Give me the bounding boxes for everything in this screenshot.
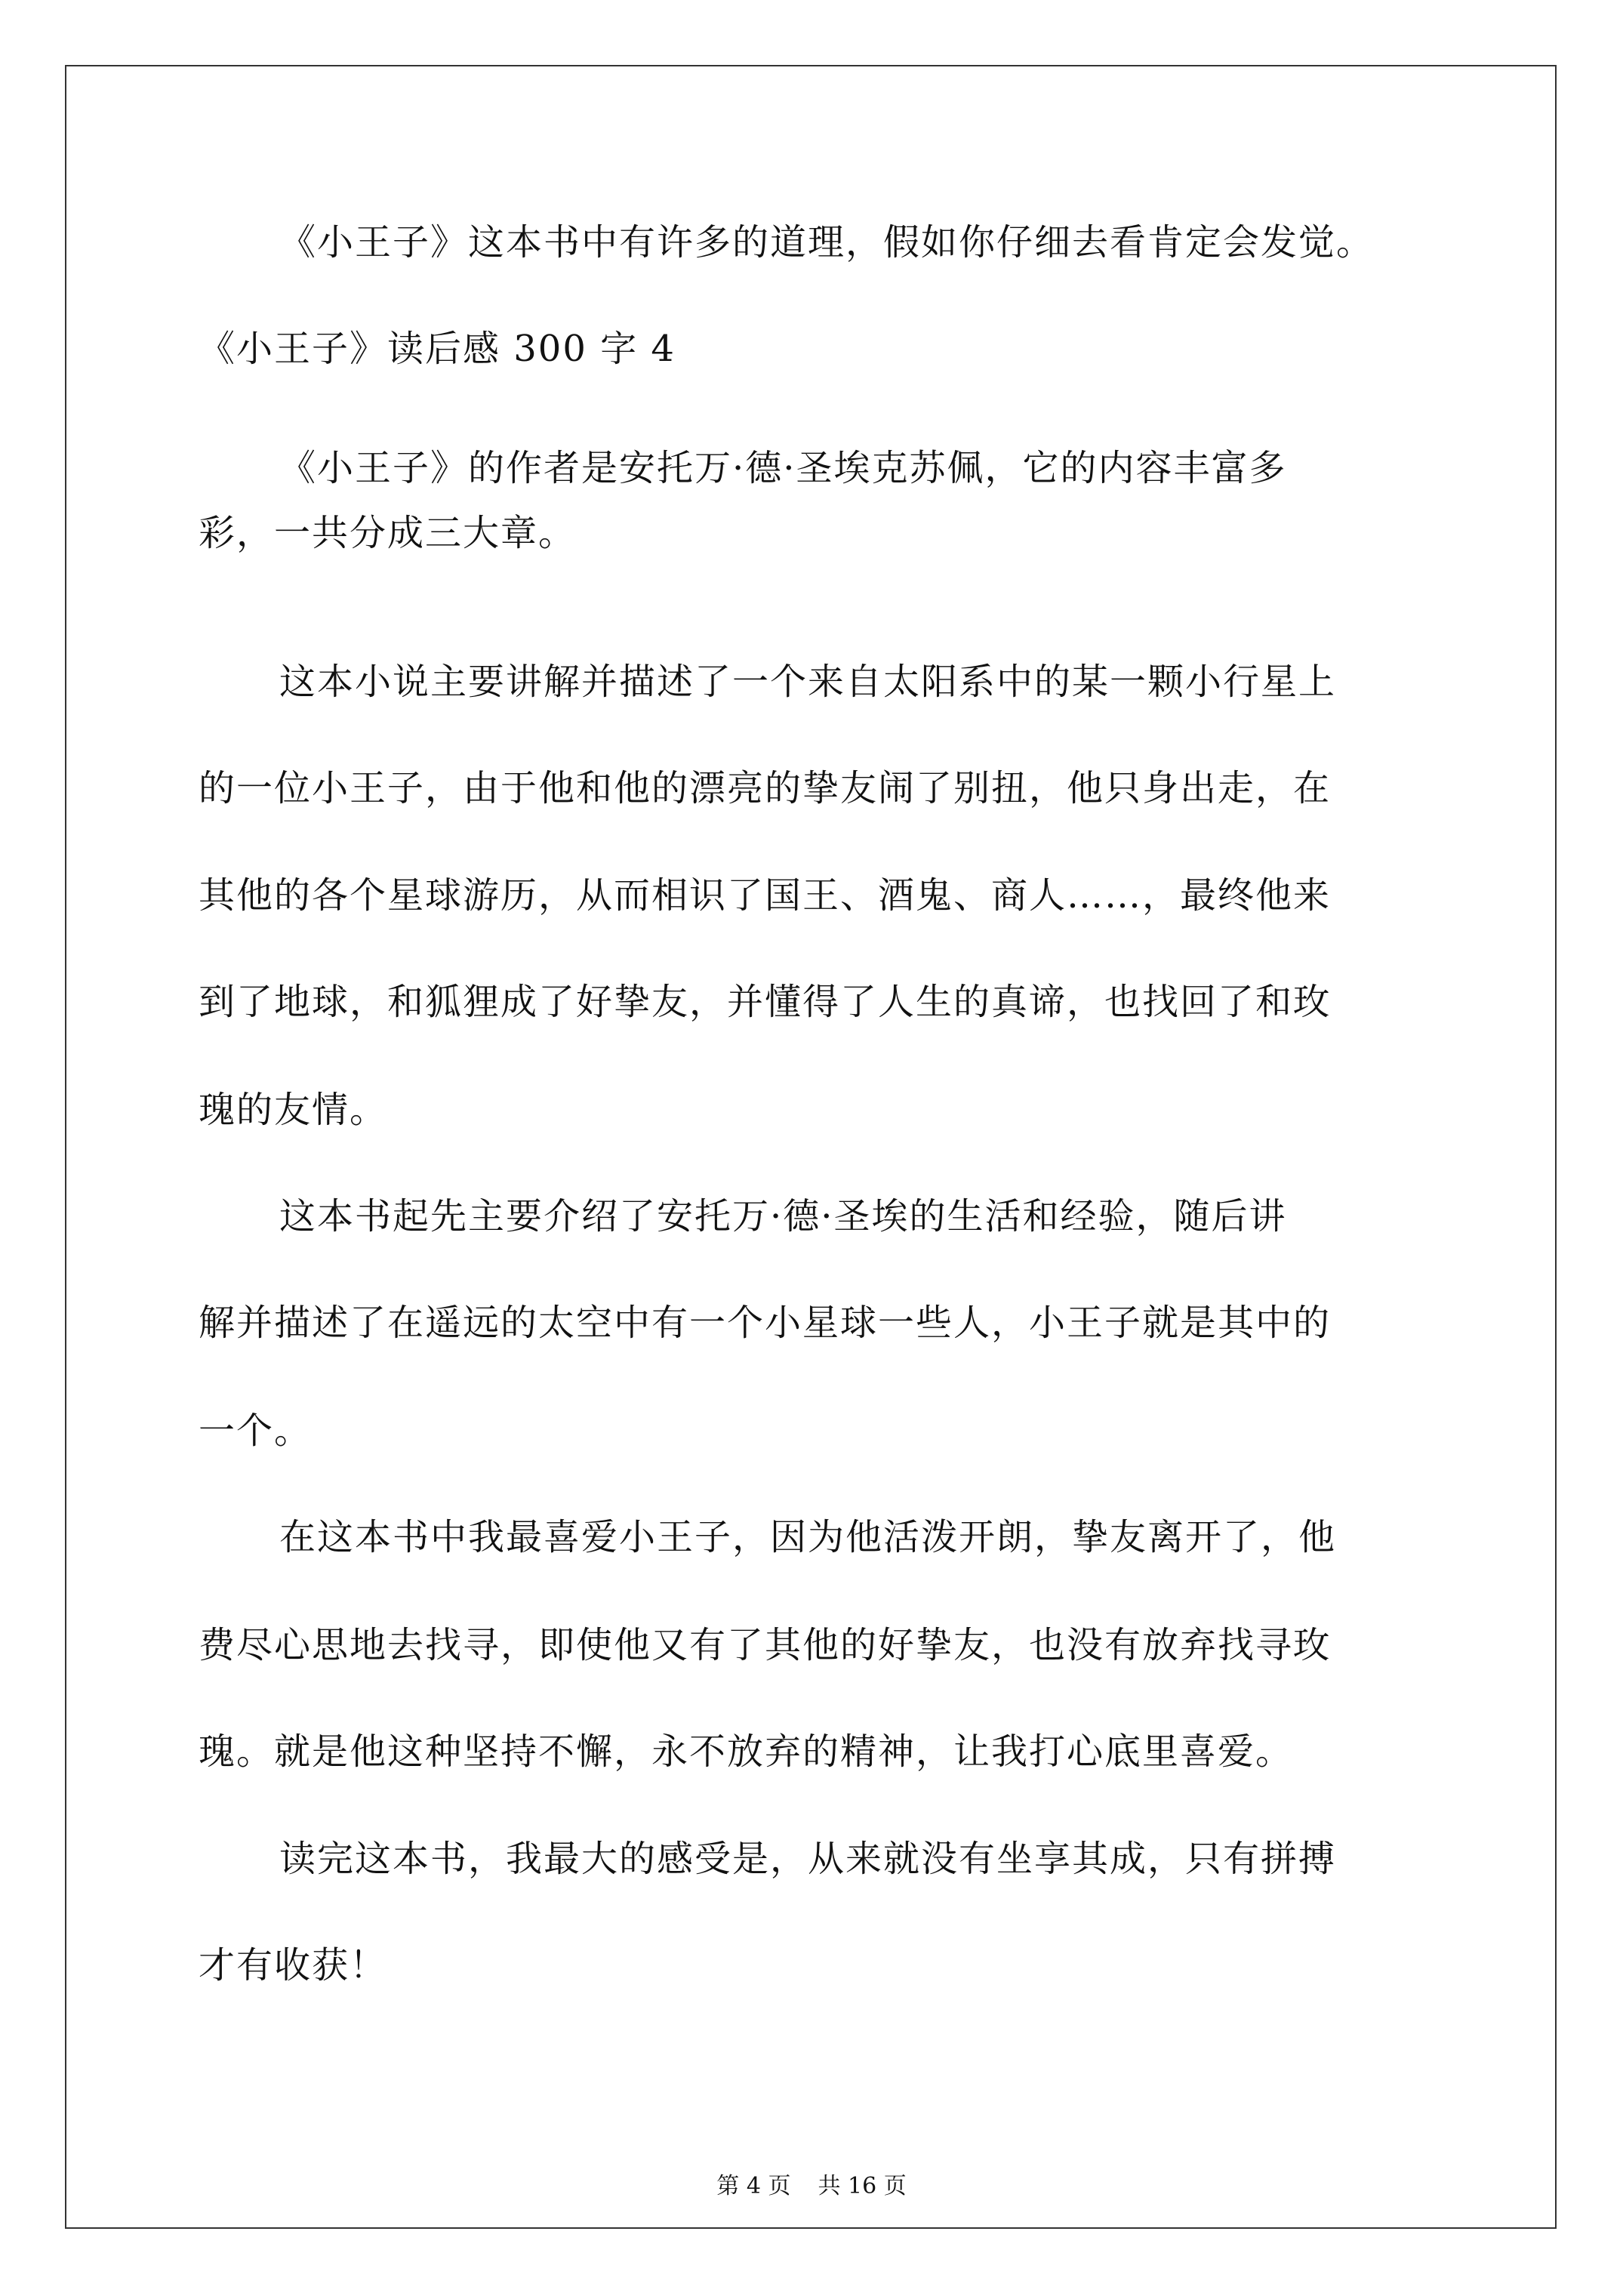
page-number: 第 4 页 [716,2173,791,2199]
text-line: 这本小说主要讲解并描述了一个来自太阳系中的某一颗小行星上 [279,661,1337,703]
text-line: 才有收获！ [199,1944,388,1986]
text-line: 在这本书中我最喜爱小王子，因为他活泼开朗，挚友离开了，他 [279,1516,1337,1558]
text-line: 《小王子》这本书中有许多的道理，假如你仔细去看肯定会发觉。 [279,221,1375,264]
text-line: 一个。 [199,1410,313,1452]
text-line: 其他的各个星球游历，从而相识了国王、酒鬼、商人……，最终他来 [199,874,1332,917]
text-line: 到了地球，和狐狸成了好挚友，并懂得了人生的真谛，也找回了和玫 [199,981,1332,1023]
text-line: 读完这本书，我最大的感受是，从来就没有坐享其成，只有拼搏 [279,1838,1337,1880]
text-line: 《小王子》的作者是安托万·德·圣埃克苏佩，它的内容丰富多 [279,447,1287,489]
page-total: 共 16 页 [818,2173,907,2199]
text-line: 瑰的友情。 [199,1089,388,1131]
text-line: 瑰。就是他这种坚持不懈，永不放弃的精神，让我打心底里喜爱。 [199,1730,1294,1773]
page-frame [65,65,1557,2229]
text-line: 彩，一共分成三大章。 [199,512,577,554]
text-line: 的一位小王子，由于他和他的漂亮的挚友闹了别扭，他只身出走，在 [199,767,1332,809]
page-footer [0,2173,1623,2200]
section-heading: 《小王子》读后感 300 字 4 [199,328,676,370]
text-line: 这本书起先主要介绍了安托万·德·圣埃的生活和经验，随后讲 [279,1195,1287,1237]
text-line: 费尽心思地去找寻，即使他又有了其他的好挚友，也没有放弃找寻玫 [199,1624,1332,1666]
text-line: 解并描述了在遥远的太空中有一个小星球一些人，小王子就是其中的 [199,1302,1332,1344]
